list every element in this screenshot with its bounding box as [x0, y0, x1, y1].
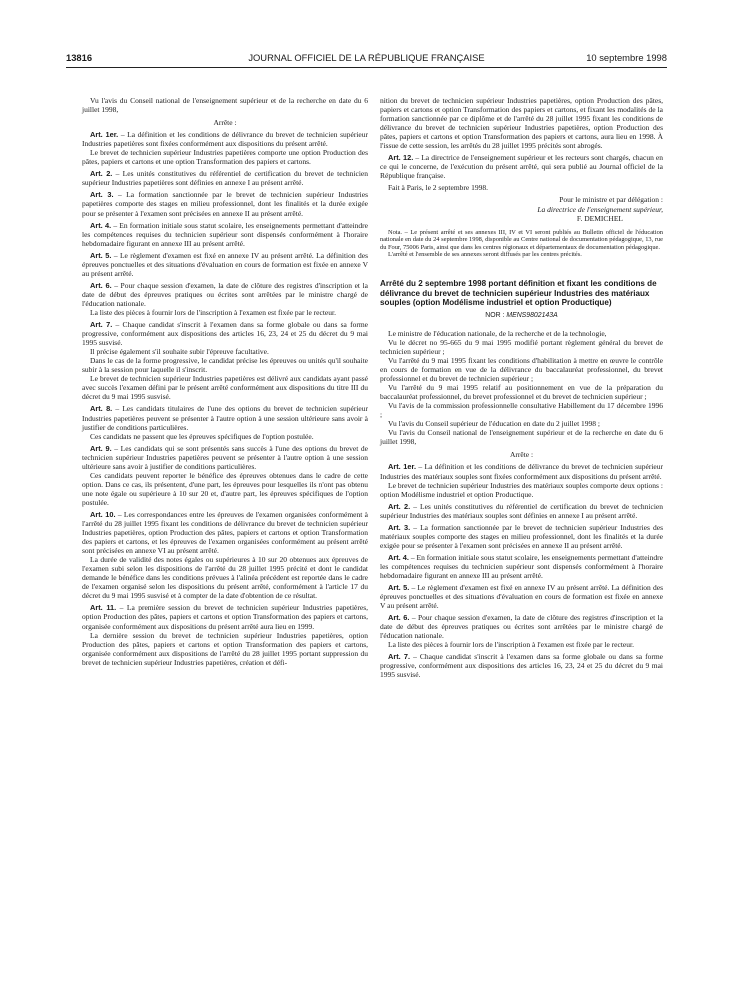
article-text: – La formation sanctionnée par le brevet de technicien supérieur Industries papetières comporte des stages en milieu professionnel, dont les finalités et la durée exigée pour se présenter à l'examen sont précisées en annexe II au présent arrêté.: [82, 190, 369, 218]
arrete-heading: Arrête :: [213, 118, 237, 128]
article-label: Art. 1er.: [90, 130, 119, 140]
article-5: [82, 251, 368, 278]
article-text: – La directrice de l'enseignement supérieur et les recteurs sont chargés, chacun en ce qui le concerne, de l'exécution du présent arrêté, qui sera publié au Journal officiel de la République française.: [380, 153, 663, 181]
header-rule: [66, 67, 667, 68]
article-7: [380, 652, 663, 679]
article-12: [380, 153, 663, 180]
page-number: 13816: [66, 52, 93, 63]
article-label: Art. 10.: [90, 509, 116, 519]
article-6: [380, 613, 663, 640]
article-label: Art. 5.: [388, 583, 410, 593]
signature-delegation: Pour le ministre et par délégation :: [559, 195, 663, 205]
nor-reference: [380, 311, 663, 320]
article-text: – Chaque candidat s'inscrit à l'examen dans sa forme globale ou dans sa forme progressive, conformément aux dispositions des articles 16, 23, 24 et 25 du décret du 9 mai 1995 susvisé.: [82, 320, 368, 348]
article-1: [380, 462, 663, 480]
article-5: [380, 583, 663, 610]
article-text: – En formation initiale sous statut scolaire, les enseignements permettant d'atteindre les compétences requises du technicien supérieur sont dispensés conformément à l'horaire hebdomadaire figurant en annexe III au présent arrêté.: [82, 220, 368, 248]
article-3: [380, 523, 663, 550]
article-label: Art. 9.: [90, 443, 112, 453]
intro-paragraph: Vu l'avis du Conseil national de l'enseignement supérieur et de la recherche en date du 6 juillet 1998,: [82, 96, 368, 115]
article-2: [82, 169, 368, 187]
article-label: Art. 4.: [90, 220, 112, 230]
journal-title: JOURNAL OFFICIEL DE LA RÉPUBLIQUE FRANÇAISE: [248, 52, 485, 63]
article-text: – Le règlement d'examen est fixé en annexe IV au présent arrêté. La définition des épreuves ponctuelles et des situations d'évaluation en cours de formation est fixée en annexe V au présent arrêté.: [380, 583, 663, 611]
article-label: Art. 4.: [388, 552, 409, 562]
article-6: [82, 281, 368, 308]
decree-title: Arrêté du 2 septembre 1998 portant définition et fixant les conditions de délivrance du brevet de technicien supérieur Industries des matériaux souples (option Modélisme industriel et option Productique): [380, 278, 657, 308]
left-column: [82, 96, 368, 667]
nor-label: NOR :: [485, 311, 507, 319]
article-11: [82, 603, 368, 630]
visa-2: Vu l'arrêté du 9 mai 1995 fixant les conditions d'habilitation à mettre en œuvre le contrôle en cours de formation en vue de la délivrance du baccalauréat professionnel, du brevet professionnel et du brevet de technicien supérieur ;: [380, 355, 663, 384]
article-label: Art. 6.: [90, 280, 112, 290]
article-text: – Chaque candidat s'inscrit à l'examen dans sa forme globale ou dans sa forme progressive, conformément aux dispositions des articles 16, 23, 24 et 25 du décret du 9 mai 1995 susvisé.: [380, 652, 664, 680]
nor-code: MENS9802143A: [506, 311, 558, 319]
article-label: Art. 8.: [90, 404, 113, 414]
article-1: [82, 130, 368, 148]
done-at-paris: Fait à Paris, le 2 septembre 1998.: [388, 183, 488, 193]
continued-paragraph: nition du brevet de technicien supérieur Industries papetières, option Production des pâtes, papiers et cartons et option Transformation des papiers et cartons, et fixant les modalités de la formation sanctionnée par ce diplôme et de l'arrêté du 28 juillet 1995 fixant les conditions de délivrance du brevet de technicien supérieur Industries papetières, option Production des pâtes, papiers et cartons et option Transformation des papiers et cartons, aura lieu en 1998. À l'issue de cette session, les arrêtés du 28 juillet 1995 précités sont abrogés.: [380, 96, 663, 151]
article-label: Art. 2.: [388, 501, 411, 511]
article-9-para-2: Ces candidats peuvent reporter le bénéfice des épreuves obtenues dans le cadre de cette option. Dans ce cas, ils présentent, d'une part, les épreuves pour lesquelles ils n'ont pas obtenu une note égale ou supérieure à 10 sur 20 et, d'autre part, les épreuves spécifiques de l'option postulée.: [82, 470, 368, 507]
article-text: – La formation sanctionnée par le brevet de technicien supérieur Industries des matériaux souples comporte des stages en milieu professionnel, dont les finalités et la durée exigée pour se présenter à l'examen sont précisées en annexe II au présent arrêté.: [380, 522, 663, 550]
article-7-para-3: Dans le cas de la forme progressive, le candidat précise les épreuves ou unités qu'il souhaite subir à la session pour laquelle il s'inscrit.: [82, 356, 368, 375]
article-text: – Le règlement d'examen est fixé en annexe IV au présent arrêté. La définition des épreuves ponctuelles et des situations d'évaluation en cours de formation est fixée en annexe V au présent arrêté.: [82, 250, 368, 278]
article-text: – Pour chaque session d'examen, la date de clôture des registres d'inscription et la date de début des épreuves pratiques ou écrites sont arrêtées par le ministre chargé de l'éducation nationale.: [380, 613, 663, 641]
article-text: – La définition et les conditions de délivrance du brevet de technicien supérieur Industries des matériaux souples sont fixées conformément aux dispositions du présent arrêté.: [380, 462, 663, 481]
visa-3: Vu l'arrêté du 9 mai 1995 relatif au positionnement en vue de la préparation du baccalauréat professionnel, du brevet professionnel et du brevet de technicien supérieur ;: [380, 383, 663, 402]
article-7: [82, 320, 368, 347]
article-9: [82, 444, 368, 471]
article-text: – En formation initiale sous statut scolaire, les enseignements permettant d'atteindre les compétences requises du technicien supérieur sont dispensés conformément à l'horaire hebdomadaire figurant en annexe III au présent arrêté.: [380, 552, 663, 580]
visa-6: Vu l'avis du Conseil national de l'enseignement supérieur et de la recherche en date du 6 juillet 1998,: [380, 428, 663, 447]
article-8: [82, 404, 368, 431]
article-6-para-2: La liste des pièces à fournir lors de l'inscription à l'examen est fixée par le recteur.: [388, 640, 634, 650]
article-text: – Les candidats titulaires de l'une des options du brevet de technicien supérieur Industries papetières peuvent se présenter à l'autre option à une session ultérieure sans avoir à justifier de conditions particulières.: [82, 404, 368, 432]
article-1-para-2: Le brevet de technicien supérieur Industries des matériaux souples comporte deux options : option Modélisme industriel et option Productique.: [380, 480, 663, 499]
article-text: – Pour chaque session d'examen, la date de clôture des registres d'inscription et la date de début des épreuves pratiques ou écrites sont arrêtées par le ministre chargé de l'éducation nationale.: [82, 280, 369, 308]
article-text: – Les candidats qui se sont présentés sans succès à l'une des options du brevet de technicien supérieur Industries papetières peuvent se présenter à l'autre option à une session ultérieure sans avoir à justifier de conditions particulières.: [82, 443, 368, 471]
article-text: – La première session du brevet de technicien supérieur Industries papetières, option Production des pâtes, papiers et cartons et option Transformation des papiers et cartons, organisée conformément aux dispositions du présent arrêté aura lieu en 1999.: [82, 603, 368, 631]
article-label: Art. 1er.: [388, 462, 417, 472]
article-text: – La définition et les conditions de délivrance du brevet de technicien supérieur Industries papetières sont fixées conformément aux dispositions du présent arrêté.: [82, 130, 368, 149]
article-text: – Les unités constitutives du référentiel de certification du brevet de technicien supérieur Industries papetières sont définies en annexe I au présent arrêté.: [82, 169, 368, 188]
visa-1: Vu le décret no 95-665 du 9 mai 1995 modifié portant règlement général du brevet de technicien supérieur ;: [380, 337, 663, 356]
article-text: – Les correspondances entre les épreuves de l'examen organisées conformément à l'arrêté du 28 juillet 1995 fixant les conditions de délivrance du brevet de technicien supérieur Industries papetières, option Production des pâtes, papiers et cartons et option Transformation des papiers et cartons, et les épreuves de l'examen organisées conformément au présent arrêté sont précisées en annexe VI au présent arrêté.: [82, 509, 368, 556]
article-label: Art. 3.: [388, 522, 411, 532]
article-label: Art. 7.: [90, 320, 113, 330]
article-label: Art. 7.: [388, 652, 411, 662]
visa-4: Vu l'avis de la commission professionnelle consultative Habillement du 17 décembre 1996 ;: [380, 401, 663, 420]
article-label: Art. 3.: [90, 190, 114, 200]
article-10: [82, 510, 368, 555]
visa-5: Vu l'avis du Conseil supérieur de l'éducation en date du 2 juillet 1998 ;: [388, 419, 600, 429]
article-2: [380, 502, 663, 520]
article-7-para-2: Il précise également s'il souhaite subir l'épreuve facultative.: [90, 347, 269, 357]
article-10-para-2: La durée de validité des notes égales ou supérieures à 10 sur 20 obtenues aux épreuves de l'examen subi selon les dispositions de l'arrêté du 28 juillet 1995 précité et dont le candidat demande le bénéfice dans les conditions prévues à l'alinéa précédent est reportée dans le cadre de l'examen organisé selon les dispositions du présent arrêté, conformément à l'article 17 du décret du 9 mai 1995 susvisé et à compter de la date d'obtention de ce résultat.: [82, 555, 368, 601]
issue-date: 10 septembre 1998: [586, 52, 667, 63]
article-4: [380, 553, 663, 580]
article-7-para-4: Le brevet de technicien supérieur Industries papetières est délivré aux candidats ayant passé avec succès l'examen défini par le présent arrêté conformément aux dispositions du titre III du décret du 9 mai 1995 susvisé.: [82, 374, 368, 402]
nota-paragraph-2: L'arrêté et l'ensemble de ses annexes seront diffusés par les centres précités.: [388, 251, 582, 259]
right-column: [380, 96, 663, 680]
article-3: [82, 190, 368, 217]
article-4: [82, 221, 368, 248]
article-text: – Les unités constitutives du référentiel de certification du brevet de technicien supérieur Industries des matériaux souples sont définies en annexe I au présent arrêté.: [380, 501, 663, 520]
article-1-para-2: Le brevet de technicien supérieur Industries papetières comporte une option Production des pâtes, papiers et cartons et une option Transformation des papiers et cartons.: [82, 148, 368, 167]
article-label: Art. 12.: [388, 153, 414, 163]
article-label: Art. 6.: [388, 613, 410, 623]
arrete-heading-2: Arrête :: [509, 450, 534, 460]
minister-paragraph: Le ministre de l'éducation nationale, de la recherche et de la technologie,: [388, 328, 607, 338]
article-8-para-2: Ces candidats ne passent que les épreuves spécifiques de l'option postulée.: [90, 431, 314, 441]
article-6-para-2: La liste des pièces à fournir lors de l'inscription à l'examen est fixée par le recteur.: [90, 307, 336, 317]
nota-paragraph: Nota. – Le présent arrêté et ses annexes III, IV et VI seront publiés au Bulletin officiel de l'éducation nationale en date du 24 septembre 1998, disponible au Centre national de documentation pédagogique, 13, rue du Four, 75006 Paris, ainsi que dans les centres régionaux et départementaux de documentation pédagogique.: [380, 228, 663, 251]
signature-name: F. DEMICHEL: [576, 213, 623, 223]
signature-title: La directrice de l'enseignement supérieur,: [537, 204, 663, 214]
page-header: [66, 52, 667, 68]
article-label: Art. 11.: [90, 603, 117, 613]
article-label: Art. 5.: [90, 250, 112, 260]
article-11-para-2: La dernière session du brevet de technicien supérieur Industries papetières, option Production des pâtes, papiers et cartons et option Transformation des papiers et cartons, organisée conformément aux dispositions de l'arrêté du 28 juillet 1995 portant suppression du brevet de technicien supérieur Industries papetières, création et défi-: [82, 630, 368, 667]
article-label: Art. 2.: [90, 169, 113, 179]
